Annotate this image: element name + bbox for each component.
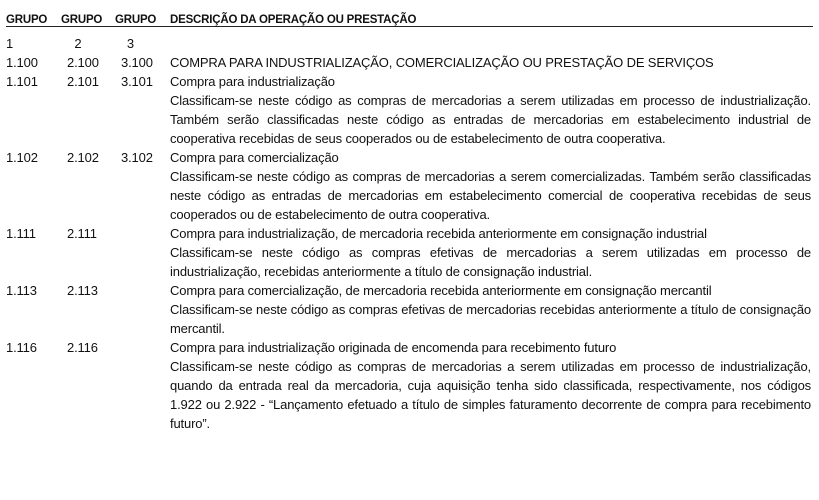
code-group-2: 2.111 [67, 226, 97, 241]
code-group-1: 1.113 [6, 283, 37, 298]
code-group-3: 3.101 [121, 74, 153, 89]
code-group-2: 2.101 [67, 74, 99, 89]
row-title: Compra para industrialização originada de encomenda para recebimento futuro [170, 340, 617, 355]
group-number-row [6, 31, 813, 51]
code-group-1: 1.111 [6, 226, 36, 241]
row-title: COMPRA PARA INDUSTRIALIZAÇÃO, COMERCIALIZAÇÃO OU PRESTAÇÃO DE SERVIÇOS [170, 55, 714, 70]
table-header [6, 6, 813, 27]
row-description: Classificam-se neste código as compras efetivas de mercadorias recebidas anteriormente a título de consignação mercantil. [170, 302, 811, 336]
header-grupo-3: GRUPO [115, 14, 157, 26]
table-row [6, 338, 813, 433]
row-title: Compra para industrialização [170, 74, 335, 89]
code-group-1: 1.101 [6, 74, 38, 89]
table-row [6, 224, 813, 281]
row-description: Classificam-se neste código as compras de mercadorias a serem utilizadas em processo de industrialização, quando da entrada real da mercadoria, cuja aquisição tenha sido classificada, respectivamente, nos códigos 1.922 ou 2.922 - “Lançamento efetuado a título de simples faturamento decorrente de compra para recebimento futuro”. [170, 359, 811, 431]
code-group-1: 1.116 [6, 340, 37, 355]
header-grupo-2: GRUPO [61, 14, 103, 26]
code-group-2: 2.100 [67, 55, 99, 70]
header-grupo-1: GRUPO [6, 14, 48, 26]
row-title: Compra para comercialização, de mercadoria recebida anteriormente em consignação mercantil [170, 283, 712, 298]
code-group-3: 3.102 [121, 150, 153, 165]
row-title: Compra para comercialização [170, 150, 339, 165]
table-row [6, 53, 813, 72]
row-description: Classificam-se neste código as compras de mercadorias a serem utilizadas em processo de industrialização. Também serão classificadas neste código as entradas de mercadorias em estabelecimento industrial de cooperativa recebidas de seus cooperados ou de estabelecimento de outra cooperativa. [170, 93, 811, 146]
code-group-2: 2.102 [67, 150, 99, 165]
code-group-2: 2.116 [67, 340, 98, 355]
table-row [6, 148, 813, 224]
row-title: Compra para industrialização, de mercadoria recebida anteriormente em consignação industrial [170, 226, 707, 241]
table-row [6, 281, 813, 338]
code-group-3: 3.100 [121, 55, 153, 70]
row-description: Classificam-se neste código as compras efetivas de mercadorias a serem utilizadas em processo de industrialização, recebidas anteriormente a título de consignação industrial. [170, 245, 811, 279]
code-group-1: 1.102 [6, 150, 38, 165]
group-number-1: 1 [6, 36, 14, 51]
group-number-3: 3 [126, 36, 135, 51]
table-row [6, 72, 813, 148]
row-description: Classificam-se neste código as compras de mercadorias a serem comercializadas. Também serão classificadas neste código as entradas de mercadorias em estabelecimento comercial de cooperativa recebidas de seus cooperados ou de estabelecimento de outra cooperativa. [170, 169, 811, 222]
code-group-3 [115, 224, 170, 281]
code-group-2: 2.113 [67, 283, 98, 298]
header-descricao: DESCRIÇÃO DA OPERAÇÃO OU PRESTAÇÃO [170, 14, 417, 26]
code-group-3 [115, 338, 170, 433]
group-number-2: 2 [74, 36, 82, 51]
code-group-3 [115, 281, 170, 338]
code-group-1: 1.100 [6, 55, 38, 70]
